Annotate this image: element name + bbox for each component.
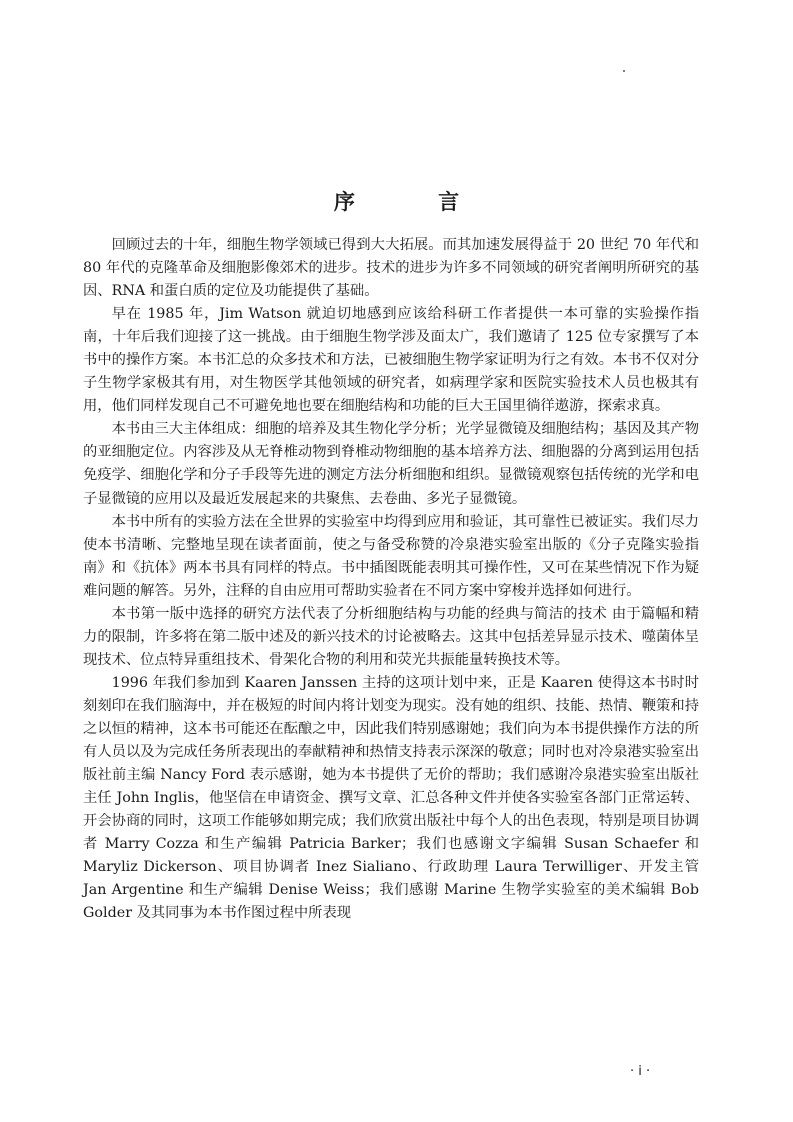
scan-speck <box>623 70 625 72</box>
page-title: 序 言 <box>333 190 498 214</box>
paragraph: 早在 1985 年，Jim Watson 就迫切地感到应该给科研工作者提供一本可靠的实验操作指南，十年后我们迎接了这一挑战。由于细胞生物学涉及面太广，我们邀请了 125 位专家撰写了本书中的操作方案。本书汇总的众多技术和方法，已被细胞生物学家证明为行之有效。本书不仅对分子生物学家极其有用，对生物医学其他领域的研究者，如病理学家和医院实验技术人员也极其有用，他们同样发现自己不可避免地也要在细胞结构和功能的巨大王国里徜徉遨游，探索求真。 <box>83 306 699 415</box>
preface-body <box>83 234 699 925</box>
paragraph: 1996 年我们参加到 Kaaren Janssen 主持的这项计划中来，正是 Kaaren 使得这本书时时刻刻印在我们脑海中，并在极短的时间内将计划变为现实。没有她的组织、技能、热情、鞭策和持之以恒的精神，这本书可能还在酝酿之中，因此我们特别感谢她；我们向为本书提供操作方法的所有人员以及为完成任务所表现出的奉献精神和热情支持表示深深的敬意；同时也对冷泉港实验室出版社前主编 Nancy Ford 表示感谢，她为本书提供了无价的帮助；我们感谢冷泉港实验室出版社主任 John Inglis，他坚信在申请资金、撰写文章、汇总各种文件并使各实验室各部门正常运转、开会协商的同时，这项工作能够如期完成；我们欣赏出版社中每个人的出色表现，特别是项目协调者 Marry Cozza 和生产编辑 Patricia Barker；我们也感谢文字编辑 Susan Schaefer 和 Maryliz Dickerson、项目协调者 Inez Sialiano、行政助理 Laura Terwilliger、开发主管 Jan Argentine 和生产编辑 Denise Weiss；我们感谢 Marine 生物学实验室的美术编辑 Bob Golder 及其同事为本书作图过程中所表现 <box>83 674 699 922</box>
paragraph: 本书第一版中选择的研究方法代表了分析细胞结构与功能的经典与简洁的技术 由于篇幅和精力的限制，许多将在第二版中述及的新兴技术的讨论被略去。这其中包括差异显示技术、噬菌体呈现技术、位点特异重组技术、骨架化合物的利用和荧光共振能量转换技术等。 <box>83 605 699 668</box>
paragraph: 回顾过去的十年，细胞生物学领域已得到大大拓展。而其加速发展得益于 20 世纪 70 年代和 80 年代的克隆革命及细胞影像郊术的进步。技术的进步为许多不同领域的研究者阐明所研究的基因、RNA 和蛋白质的定位及功能提供了基础。 <box>83 237 699 300</box>
page-number: · i · <box>630 1064 651 1079</box>
paragraph: 本书中所有的实验方法在全世界的实验室中均得到应用和验证，其可靠性已被证实。我们尽力使本书清晰、完整地呈现在读者面前，使之与备受称赞的冷泉港实验室出版的《分子克隆实验指南》和《抗体》两本书具有同样的特点。书中插图既能表明其可操作性，又可在某些情况下作为疑难问题的解答。另外，注释的自由应用可帮助实验者在不同方案中穿梭并选择如何进行。 <box>83 513 699 599</box>
paragraph: 本书由三大主体组成：细胞的培养及其生物化学分析；光学显微镜及细胞结构；基因及其产物的亚细胞定位。内容涉及从无脊椎动物到脊椎动物细胞的基本培养方法、细胞器的分离到运用包括免疫学、细胞化学和分子手段等先进的测定方法分析细胞和组织。显微镜观察包括传统的光学和电子显微镜的应用以及最近发展起来的共聚焦、去卷曲、多光子显微镜。 <box>83 421 699 507</box>
